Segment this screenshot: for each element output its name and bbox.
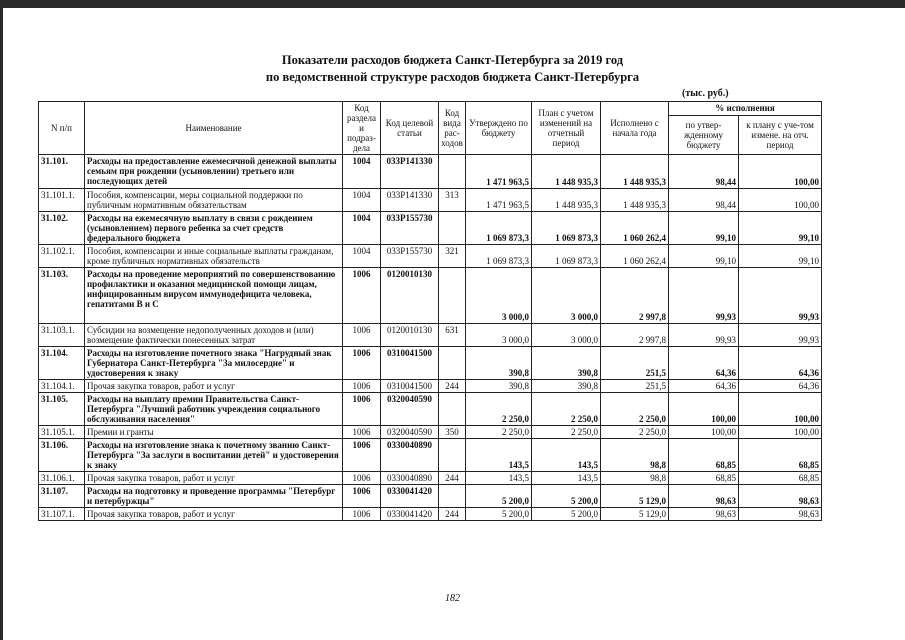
table-row xyxy=(39,472,822,485)
row-approved: 2 250,0 xyxy=(466,393,532,426)
row-section-code: 1006 xyxy=(343,393,381,426)
row-pct-plan: 99,93 xyxy=(739,324,822,347)
row-number: 31.107.1. xyxy=(39,508,85,521)
row-approved: 5 200,0 xyxy=(466,485,532,508)
row-target-code: 0330041420 xyxy=(381,485,439,508)
row-pct-approved: 99,10 xyxy=(669,212,739,245)
row-target-code: 0330040890 xyxy=(381,439,439,472)
row-plan: 143,5 xyxy=(532,439,601,472)
row-plan: 2 250,0 xyxy=(532,426,601,439)
row-plan: 390,8 xyxy=(532,380,601,393)
row-target-code: 0330040890 xyxy=(381,472,439,485)
header-section: Код раздела и подраз-дела xyxy=(343,102,381,155)
row-pct-approved: 68,85 xyxy=(669,472,739,485)
row-section-code: 1006 xyxy=(343,268,381,324)
row-executed: 98,8 xyxy=(601,472,669,485)
row-pct-approved: 64,36 xyxy=(669,380,739,393)
row-number: 31.103.1. xyxy=(39,324,85,347)
row-pct-plan: 64,36 xyxy=(739,380,822,393)
row-expense-type xyxy=(439,268,466,324)
table-row xyxy=(39,380,822,393)
scan-border-top xyxy=(0,0,905,8)
row-name: Расходы на выплату премии Правительства Санкт-Петербурга "Лучший работник учреждения социального обслуживания населения" xyxy=(85,393,343,426)
row-expense-type: 350 xyxy=(439,426,466,439)
row-number: 31.102. xyxy=(39,212,85,245)
row-plan: 5 200,0 xyxy=(532,508,601,521)
table-row xyxy=(39,324,822,347)
row-section-code: 1006 xyxy=(343,472,381,485)
row-pct-plan: 64,36 xyxy=(739,347,822,380)
row-target-code: 0310041500 xyxy=(381,347,439,380)
row-pct-approved: 68,85 xyxy=(669,439,739,472)
row-plan: 143,5 xyxy=(532,472,601,485)
expense-table xyxy=(38,101,822,521)
row-executed: 1 448 935,3 xyxy=(601,189,669,212)
table-row xyxy=(39,508,822,521)
header-pct-plan: к плану с уче-том измене. на отч. период xyxy=(739,115,822,154)
row-executed: 2 250,0 xyxy=(601,393,669,426)
row-approved: 2 250,0 xyxy=(466,426,532,439)
row-approved: 1 471 963,5 xyxy=(466,189,532,212)
row-expense-type: 244 xyxy=(439,472,466,485)
row-section-code: 1006 xyxy=(343,508,381,521)
row-expense-type: 631 xyxy=(439,324,466,347)
row-name: Расходы на предоставление ежемесячной денежной выплаты семьям при рождении (усыновлении) третьего или последующих детей xyxy=(85,155,343,189)
row-executed: 1 448 935,3 xyxy=(601,155,669,189)
row-section-code: 1006 xyxy=(343,426,381,439)
document-title: Показатели расходов бюджета Санкт-Петербурга за 2019 год xyxy=(281,53,624,67)
row-approved: 1 471 963,5 xyxy=(466,155,532,189)
row-expense-type: 313 xyxy=(439,189,466,212)
row-target-code: 0330041420 xyxy=(381,508,439,521)
row-name: Премии и гранты xyxy=(85,426,343,439)
row-executed: 1 060 262,4 xyxy=(601,245,669,268)
table-row xyxy=(39,439,822,472)
row-number: 31.102.1. xyxy=(39,245,85,268)
row-name: Пособия, компенсации, меры социальной поддержки по публичным нормативным обязательствам xyxy=(85,189,343,212)
header-expense-type: Код вида рас-ходов xyxy=(439,102,466,155)
row-pct-approved: 98,44 xyxy=(669,155,739,189)
row-section-code: 1004 xyxy=(343,189,381,212)
row-name: Расходы на ежемесячную выплату в связи с рождением (усыновлением) первого ребенка за счет средств федерального бюджета xyxy=(85,212,343,245)
row-plan: 1 069 873,3 xyxy=(532,212,601,245)
row-pct-plan: 100,00 xyxy=(739,155,822,189)
row-expense-type: 244 xyxy=(439,508,466,521)
row-number: 31.106.1. xyxy=(39,472,85,485)
row-name: Расходы на изготовление почетного знака "Нагрудный знак Губернатора Санкт-Петербурга "За милосердие" и удостоверения к знаку xyxy=(85,347,343,380)
row-target-code: 0120010130 xyxy=(381,268,439,324)
row-plan: 1 069 873,3 xyxy=(532,245,601,268)
row-executed: 5 129,0 xyxy=(601,485,669,508)
row-section-code: 1006 xyxy=(343,347,381,380)
row-pct-plan: 98,63 xyxy=(739,485,822,508)
row-name: Прочая закупка товаров, работ и услуг xyxy=(85,508,343,521)
row-pct-plan: 100,00 xyxy=(739,189,822,212)
row-name: Пособия, компенсации и иные социальные выплаты гражданам, кроме публичных нормативных обязательств xyxy=(85,245,343,268)
row-pct-plan: 68,85 xyxy=(739,439,822,472)
row-approved: 1 069 873,3 xyxy=(466,212,532,245)
row-pct-plan: 100,00 xyxy=(739,426,822,439)
row-pct-plan: 100,00 xyxy=(739,393,822,426)
row-pct-approved: 100,00 xyxy=(669,393,739,426)
row-pct-approved: 99,10 xyxy=(669,245,739,268)
row-executed: 98,8 xyxy=(601,439,669,472)
row-plan: 1 448 935,3 xyxy=(532,155,601,189)
row-name: Субсидии на возмещение недополученных доходов и (или) возмещение фактически понесенных затрат xyxy=(85,324,343,347)
row-section-code: 1006 xyxy=(343,485,381,508)
header-no: N п/п xyxy=(39,102,85,155)
row-expense-type xyxy=(439,485,466,508)
row-expense-type: 244 xyxy=(439,380,466,393)
table-row xyxy=(39,347,822,380)
row-number: 31.105. xyxy=(39,393,85,426)
row-section-code: 1004 xyxy=(343,155,381,189)
row-target-code: 0120010130 xyxy=(381,324,439,347)
row-pct-approved: 98,44 xyxy=(669,189,739,212)
row-executed: 1 060 262,4 xyxy=(601,212,669,245)
row-target-code: 0320040590 xyxy=(381,426,439,439)
row-plan: 3 000,0 xyxy=(532,324,601,347)
table-row xyxy=(39,426,822,439)
row-approved: 143,5 xyxy=(466,439,532,472)
row-plan: 3 000,0 xyxy=(532,268,601,324)
row-plan: 1 448 935,3 xyxy=(532,189,601,212)
row-number: 31.104. xyxy=(39,347,85,380)
row-name: Прочая закупка товаров, работ и услуг xyxy=(85,380,343,393)
row-approved: 1 069 873,3 xyxy=(466,245,532,268)
row-number: 31.101.1. xyxy=(39,189,85,212)
row-name: Прочая закупка товаров, работ и услуг xyxy=(85,472,343,485)
row-pct-plan: 99,10 xyxy=(739,245,822,268)
header-target: Код целевой статьи xyxy=(381,102,439,155)
row-pct-plan: 68,85 xyxy=(739,472,822,485)
row-executed: 5 129,0 xyxy=(601,508,669,521)
row-pct-approved: 99,93 xyxy=(669,268,739,324)
row-number: 31.105.1. xyxy=(39,426,85,439)
row-section-code: 1006 xyxy=(343,439,381,472)
header-approved: Утверждено по бюджету xyxy=(466,102,532,155)
document-subtitle: по ведомственной структуре расходов бюджета Санкт-Петербурга xyxy=(265,70,640,84)
row-approved: 3 000,0 xyxy=(466,268,532,324)
row-plan: 2 250,0 xyxy=(532,393,601,426)
row-executed: 2 997,8 xyxy=(601,268,669,324)
scan-border-left xyxy=(0,0,3,640)
table-row xyxy=(39,485,822,508)
row-number: 31.101. xyxy=(39,155,85,189)
row-plan: 5 200,0 xyxy=(532,485,601,508)
row-plan: 390,8 xyxy=(532,347,601,380)
row-expense-type xyxy=(439,347,466,380)
table-row xyxy=(39,212,822,245)
row-target-code: 0320040590 xyxy=(381,393,439,426)
table-row xyxy=(39,268,822,324)
row-number: 31.107. xyxy=(39,485,85,508)
row-number: 31.104.1. xyxy=(39,380,85,393)
row-expense-type: 321 xyxy=(439,245,466,268)
row-executed: 251,5 xyxy=(601,347,669,380)
row-pct-approved: 98,63 xyxy=(669,485,739,508)
unit-label: (тыс. руб.) xyxy=(682,88,729,99)
row-name: Расходы на подготовку и проведение программы "Петербург и петербуржцы" xyxy=(85,485,343,508)
row-number: 31.106. xyxy=(39,439,85,472)
row-section-code: 1006 xyxy=(343,380,381,393)
row-executed: 2 250,0 xyxy=(601,426,669,439)
table-row xyxy=(39,245,822,268)
page-number: 182 xyxy=(445,593,460,604)
row-pct-approved: 64,36 xyxy=(669,347,739,380)
row-pct-approved: 99,93 xyxy=(669,324,739,347)
table-row xyxy=(39,155,822,189)
row-approved: 143,5 xyxy=(466,472,532,485)
row-pct-approved: 100,00 xyxy=(669,426,739,439)
row-name: Расходы на проведение мероприятий по совершенствованию профилактики и оказания медицинской помощи лицам, инфицированным вирусом иммунодефицита человека, гепатитами В и С xyxy=(85,268,343,324)
table-row xyxy=(39,393,822,426)
row-target-code: 033Р155730 xyxy=(381,245,439,268)
header-plan: План с учетом изменений на отчетный период xyxy=(532,102,601,155)
row-pct-plan: 98,63 xyxy=(739,508,822,521)
row-pct-plan: 99,93 xyxy=(739,268,822,324)
row-approved: 390,8 xyxy=(466,347,532,380)
row-section-code: 1004 xyxy=(343,245,381,268)
row-expense-type xyxy=(439,212,466,245)
header-pct-approved: по утвер-жденному бюджету xyxy=(669,115,739,154)
row-approved: 390,8 xyxy=(466,380,532,393)
row-expense-type xyxy=(439,439,466,472)
row-section-code: 1006 xyxy=(343,324,381,347)
row-executed: 2 997,8 xyxy=(601,324,669,347)
row-target-code: 033Р141330 xyxy=(381,155,439,189)
row-target-code: 033Р141330 xyxy=(381,189,439,212)
row-expense-type xyxy=(439,155,466,189)
row-target-code: 0310041500 xyxy=(381,380,439,393)
row-pct-plan: 99,10 xyxy=(739,212,822,245)
row-target-code: 033Р155730 xyxy=(381,212,439,245)
row-pct-approved: 98,63 xyxy=(669,508,739,521)
table-header-row xyxy=(39,102,822,116)
row-executed: 251,5 xyxy=(601,380,669,393)
row-section-code: 1004 xyxy=(343,212,381,245)
row-number: 31.103. xyxy=(39,268,85,324)
header-executed: Исполнено с начала года xyxy=(601,102,669,155)
row-approved: 5 200,0 xyxy=(466,508,532,521)
row-name: Расходы на изготовление знака к почетному званию Санкт-Петербурга "За заслуги в воспитании детей" и удостоверения к знаку xyxy=(85,439,343,472)
header-name: Наименование xyxy=(85,102,343,155)
header-pct-group: % исполнения xyxy=(669,102,822,116)
row-approved: 3 000,0 xyxy=(466,324,532,347)
row-expense-type xyxy=(439,393,466,426)
table-row xyxy=(39,189,822,212)
